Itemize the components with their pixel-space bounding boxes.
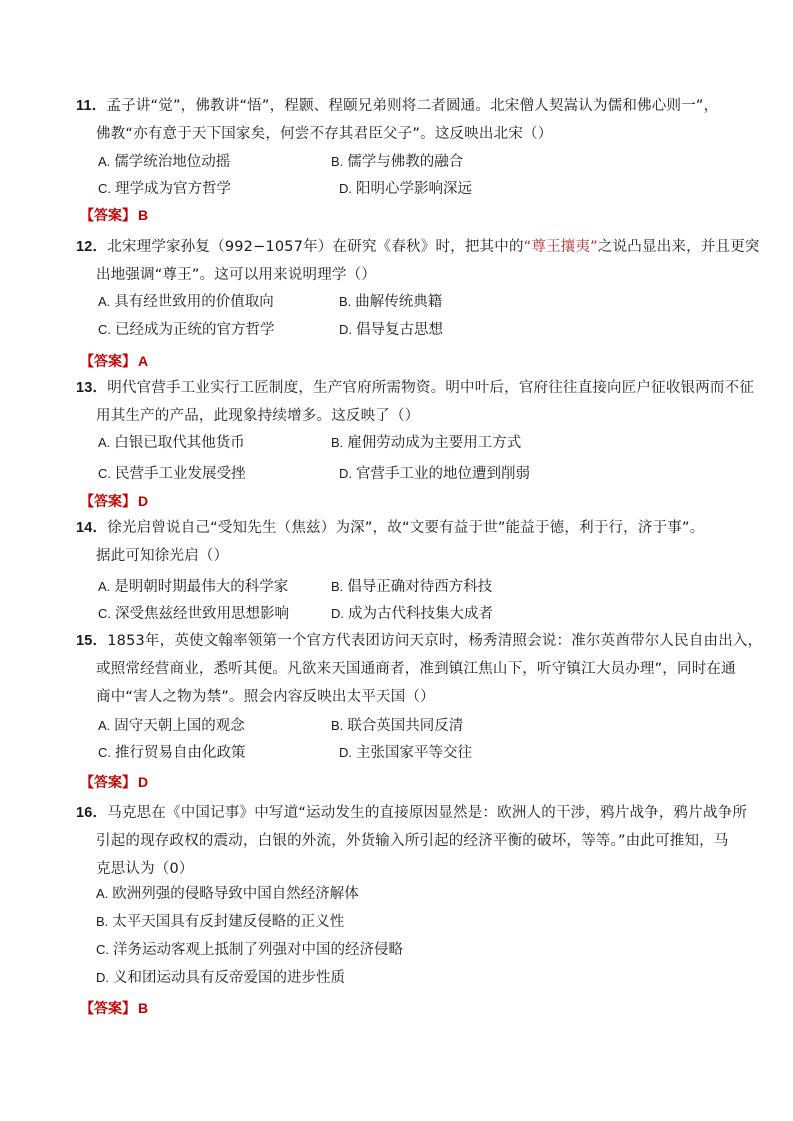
option-a: A. 是明朝时期最伟大的科学家 [98,579,289,595]
option-b: B. 联合英国共同反清 [331,718,464,734]
question-stem-line: 11．孟子讲“觉”，佛教讲“悟”，程颢、程颐兄弟则将二者圆通。北宋僧人契嵩认为儒和佛心则一”， [76,98,719,114]
question-number: 15． [76,633,108,649]
question-stem-line: 14．徐光启曾说自己“受知先生（焦兹）为深”，故“文要有益于世”能益于德，利于行，济于事”。 [76,520,705,536]
question-stem-line: 商中“害人之物为禁”。照会内容反映出太平天国（） [96,689,435,705]
question-number: 12． [76,239,108,255]
question-stem-line: 引起的现存政权的震动，白银的外流，外货输入所引起的经济平衡的破坏，等等。”由此可推知，马 [96,833,729,849]
option-c: C. 理学成为官方哲学 [98,181,231,197]
question-stem-line: 用其生产的产品，此现象持续增多。这反映了（） [96,408,420,424]
option-d: D. 阳明心学影响深远 [339,181,472,197]
question-stem-line: 13．明代官营手工业实行工匠制度，生产官府所需物资。明中叶后，官府往往直接向匠户征收银两而不征 [76,380,755,396]
question-stem-line: 15．1853年，英使文翰率领第一个官方代表团访问天京时，杨秀清照会说：准尔英酋带尔人民自由出入， [76,633,763,649]
option-c: C. 推行贸易自由化政策 [98,745,246,761]
option-c: C. 已经成为正统的官方哲学 [98,322,275,338]
question-number: 14． [76,520,108,536]
answer-label: 【答案】 D [80,493,149,510]
answer-label: 【答案】 A [80,353,149,370]
option-a: A. 固守天朝上国的观念 [98,718,245,734]
question-number: 11． [76,98,107,114]
answer-label: 【答案】 D [80,774,149,791]
answer-label: 【答案】 B [80,1000,149,1017]
option-a: A. 具有经世致用的价值取向 [98,294,274,310]
option-a: A. 儒学统治地位动摇 [98,154,231,170]
option-b: B. 雇佣劳动成为主要用工方式 [331,435,522,451]
option-d: D. 成为古代科技集大成者 [331,606,493,622]
question-stem-line: 据此可知徐光启（） [96,548,229,564]
question-number: 13． [76,380,108,396]
option-b: B. 曲解传统典籍 [339,294,443,310]
option-b: B. 太平天国具有反封建反侵略的正义性 [96,914,345,930]
question-stem-line: 克思认为（0） [96,861,194,877]
option-d: D. 倡导复古思想 [339,322,443,338]
option-d: D. 主张国家平等交往 [339,745,472,761]
option-d: D. 义和团运动具有反帝爱国的进步性质 [96,970,345,986]
question-stem-line: 12．北宋理学家孙复（992−1057年）在研究《春秋》时，把其中的“尊王攘夷”之说凸显出来，并且更突 [76,239,760,255]
option-b: B. 倡导正确对待西方科技 [331,579,493,595]
option-d: D. 官营手工业的地位遭到削弱 [339,466,530,482]
option-c: C. 洋务运动客观上抵制了列强对中国的经济侵略 [96,942,403,958]
question-stem-line: 佛教“亦有意于天下国家矣，何尝不存其君臣父子”。这反映出北宋（） [96,126,553,142]
question-stem-line: 16．马克思在《中国记事》中写道“运动发生的直接原因显然是：欧洲人的干涉，鸦片战争，鸦片战争所 [76,805,748,821]
option-c: C. 深受焦兹经世致用思想影响 [98,606,289,622]
option-b: B. 儒学与佛教的融合 [331,154,464,170]
option-a: A. 白银已取代其他货币 [98,435,245,451]
option-c: C. 民营手工业发展受挫 [98,466,246,482]
question-stem-line: 或照常经营商业，悉听其便。凡欲来天国通商者，准到镇江焦山下，听守镇江大员办理”，同时在通 [96,661,736,677]
question-number: 16． [76,805,108,821]
answer-label: 【答案】 B [80,207,149,224]
option-a: A. 欧洲列强的侵略导致中国自然经济解体 [96,886,359,902]
question-stem-line: 出地强调“尊王”。这可以用来说明理学（） [96,267,377,283]
